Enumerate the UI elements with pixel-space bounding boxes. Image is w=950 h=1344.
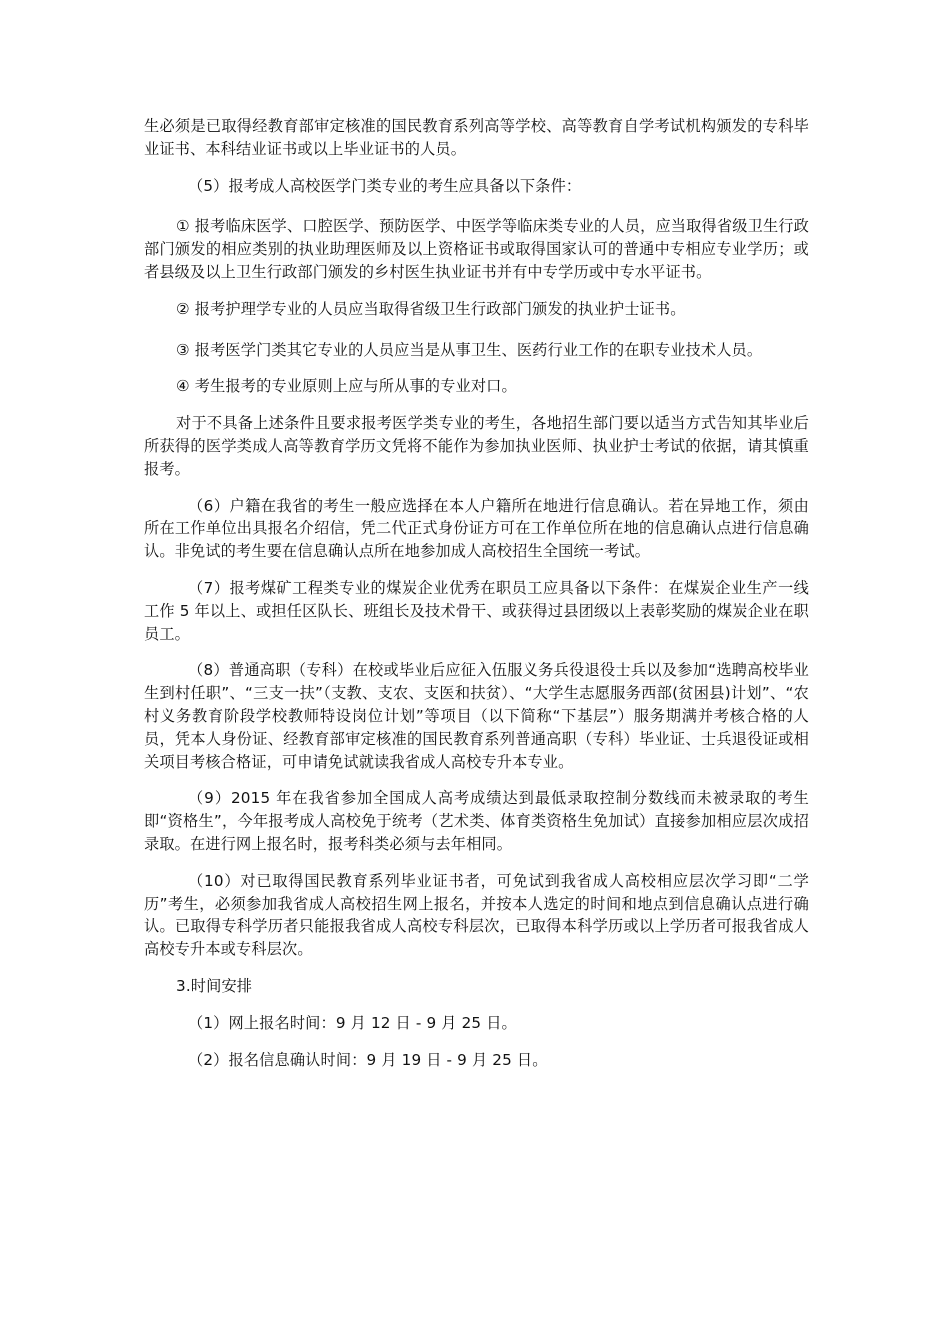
document-body xyxy=(144,115,809,1085)
paragraph-item-8: （8）普通高职（专科）在校或毕业后应征入伍服义务兵役退役士兵以及参加“选聘高校毕业生到村任职”、“三支一扶”（支教、支农、支医和扶贫）、“大学生志愿服务西部(贫困县)计划”、“农村义务教育阶段学校教师特设岗位计划”等项目（以下简称“下基层”）服务期满并考核合格的人员，凭本人身份证、经教育部审定核准的国民教育系列普通高职（专科）毕业证、士兵退役证或相关项目考核合格证，可申请免试就读我省成人高校专升本专业。 xyxy=(144,661,809,771)
paragraph-sub-3: ③ 报考医学门类其它专业的人员应当是从事卫生、医药行业工作的在职专业技术人员。 xyxy=(176,340,763,359)
paragraph-item-6: （6）户籍在我省的考生一般应选择在本人户籍所在地进行信息确认。若在异地工作，须由所在工作单位出具报名介绍信，凭二代正式身份证方可在工作单位所在地的信息确认点进行信息确认。非免试的考生要在信息确认点所在地参加成人高校招生全国统一考试。 xyxy=(144,496,809,561)
schedule-info-confirmation: （2）报名信息确认时间：9 月 19 日 - 9 月 25 日。 xyxy=(188,1050,548,1069)
paragraph-sub-1: ① 报考临床医学、口腔医学、预防医学、中医学等临床类专业的人员，应当取得省级卫生行政部门颁发的相应类别的执业助理医师及以上资格证书或取得国家认可的普通中专相应专业学历；或者县级及以上卫生行政部门颁发的乡村医生执业证书并有中专学历或中专水平证书。 xyxy=(144,217,809,281)
paragraph-sub-4: ④ 考生报考的专业原则上应与所从事的专业对口。 xyxy=(176,377,517,396)
schedule-online-registration: （1）网上报名时间：9 月 12 日 - 9 月 25 日。 xyxy=(188,1013,517,1032)
paragraph-medical-notice: 对于不具备上述条件且要求报考医学类专业的考生，各地招生部门要以适当方式告知其毕业后所获得的医学类成人高等教育学历文凭将不能作为参加执业医师、执业护士考试的依据，请其慎重报考。 xyxy=(144,414,809,478)
paragraph-item-7: （7）报考煤矿工程类专业的煤炭企业优秀在职员工应具备以下条件：在煤炭企业生产一线工作 5 年以上、或担任区队长、班组长及技术骨干、或获得过县团级以上表彰奖励的煤炭企业在职员工。 xyxy=(144,578,809,643)
paragraph-item-9: （9）2015 年在我省参加全国成人高考成绩达到最低录取控制分数线而未被录取的考生即“资格生”，今年报考成人高校免于统考（艺术类、体育类资格生免加试）直接参加相应层次成招录取。在进行网上报名时，报考科类必须与去年相同。 xyxy=(144,789,809,853)
section-heading-schedule: 3.时间安排 xyxy=(176,976,253,995)
paragraph-item-10: （10）对已取得国民教育系列毕业证书者，可免试到我省成人高校相应层次学习即“二学历”考生，必须参加我省成人高校招生网上报名，并按本人选定的时间和地点到信息确认点进行确认。已取得专科学历者只能报我省成人高校专科层次，已取得本科学历或以上学历者可报我省成人高校专升本或专科层次。 xyxy=(144,871,809,959)
paragraph-sub-2: ② 报考护理学专业的人员应当取得省级卫生行政部门颁发的执业护士证书。 xyxy=(176,299,686,318)
paragraph-continuation: 生必须是已取得经教育部审定核准的国民教育系列高等学校、高等教育自学考试机构颁发的专科毕业证书、本科结业证书或以上毕业证书的人员。 xyxy=(144,117,809,158)
paragraph-item-5: （5）报考成人高校医学门类专业的考生应具备以下条件： xyxy=(188,176,582,195)
